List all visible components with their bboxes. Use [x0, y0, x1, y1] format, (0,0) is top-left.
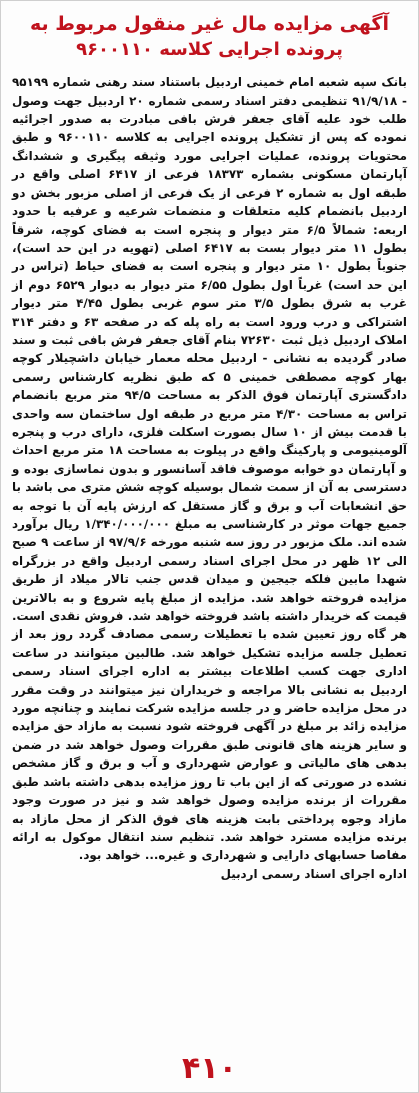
notice-body: بانک سپه شعبه امام خمینی اردبیل باستناد سند رهنی شماره ۹۵۱۹۹ - ۹۱/۹/۱۸ تنظیمی دفتر اسناد رسمی شماره ۲۰ اردبیل جهت وصول طلب خود علیه آقای جعفر فرش بافی مبادرت به صدور اجرائیه نموده که پس از تشکیل پرونده اجرایی به کلاسه ۹۶۰۰۱۱۰ و طبق محتویات پرونده، عملیات اجرایی مورد وثیقه پیگیری و ششدانگ آپارتمان مسکونی بشماره ۱۸۳۷۳ فرعی از ۶۴۱۷ اصلی واقع در طبقه اول به شماره ۲ فرعی از یک فرعی از اصلی مزبور بخش دو اردبیل بانضمام کلیه متعلقات و منضمات شرعیه و عرفیه با حدود اربعه: شمالاً ۶/۵ متر دیوار و پنجره است به فضای کوچه، شرقاً بطول ۱۱ متر دیوار بست به ۶۴۱۷ اصلی (تهویه در این حد است)، جنوباً بطول ۱۰ متر دیوار و پنجره است به فضای حیاط (تراس در این حد است) غرباً اول بطول ۶/۵۵ متر دیوار به دیوار ۶۵۲۹ دوم از غرب به شرق بطول ۳/۵ متر سوم غربی بطول ۴/۴۵ متر دیوار اشتراکی و درب ورود است به راه پله که در صفحه ۶۳ و دفتر ۳۱۴ املاک اردبیل ذیل ثبت ۷۲۶۳۰ بنام آقای جعفر فرش بافی ثبت و سند صادر گردیده به نشانی - اردبیل محله معمار خیابان داشچیلار کوچه بهار کوچه مصطفی خمینی ۵ که طبق نظریه کارشناس رسمی دادگستری آپارتمان فوق الذکر به مساحت ۹۴/۵ متر مربع بانضمام تراس به مساحت ۴/۳۰ متر مربع در طبقه اول ساختمان سه واحدی با قدمت بیش از ۱۰ سال بصورت اسکلت فلزی، دارای درب و پنجره آلومینیومی و پارکینگ واقع در پیلوت به مساحت ۱۸ متر مربع احداث و آپارتمان دو خوابه موصوف فاقد آسانسور و بدون نماسازی بوده و دسترسی به آن از سمت شمال بوسیله کوچه شش متری می باشد با حق انشعابات آب و برق و گاز مستقل که ارزش پایه آن با توجه به جمیع جهات موثر در کارشناسی به مبلغ ۱/۳۴۰/۰۰۰/۰۰۰ ریال برآورد شده اند. ملک مزبور در روز سه شنبه مورخه ۹۷/۹/۶ از ساعت ۹ صبح الی ۱۲ ظهر در محل اجرای اسناد رسمی اردبیل واقع در بزرگراه شهدا مابین فلکه جیجین و میدان قدس جنب تالار میلاد از طریق مزایده فروخته خواهد شد. مزایده از مبلغ پایه شروع و به بالاترین قیمت که خریدار داشته باشد فروخته خواهد شد. فروش نقدی است. هر گاه روز تعیین شده با تعطیلات رسمی مصادف گردد روز بعد از تعطیل جلسه مزایده تشکیل خواهد شد. طالبین میتوانند در ساعت اداری جهت کسب اطلاعات بیشتر به اداره اجرای اسناد رسمی اردبیل به نشانی بالا مراجعه و خریداران نیز میتوانند در وقت مقرر در محل مزایده حاضر و در جلسه مزایده شرکت نمایند و چنانچه مورد مزایده زائد بر مبلغ در آگهی فروخته شود نسبت به مازاد حق مزایده و سایر هزینه های قانونی طبق مقررات وصول خواهد شد در ضمن بدهی های مالیاتی و عوارض شهرداری و آب و برق و گاز مشخص نشده در صورتی که از این باب تا روز مزایده بدهی داشته باشد طبق مقررات از برنده مزایده وصول خواهد شد و نیز در صورت وجود مازاد وجوه پرداختی بابت هزینه های فوق الذکر از محل مازاد به برنده مزایده مسترد خواهد شد. تنظیم سند انتقال موکول به ارائه مفاصا حسابهای دارایی و شهرداری و غیره... خواهد بود. — [12, 75, 408, 863]
footer-code: ۴۱۰ — [182, 1051, 237, 1086]
notice-title-line2: پرونده اجرایی کلاسه ۹۶۰۰۱۱۰ — [76, 38, 343, 60]
notice-title-line1: آگهی مزایده مال غیر منقول مربوط به — [30, 13, 389, 35]
notice-signature: اداره اجرای اسناد رسمی اردبیل — [220, 866, 407, 881]
